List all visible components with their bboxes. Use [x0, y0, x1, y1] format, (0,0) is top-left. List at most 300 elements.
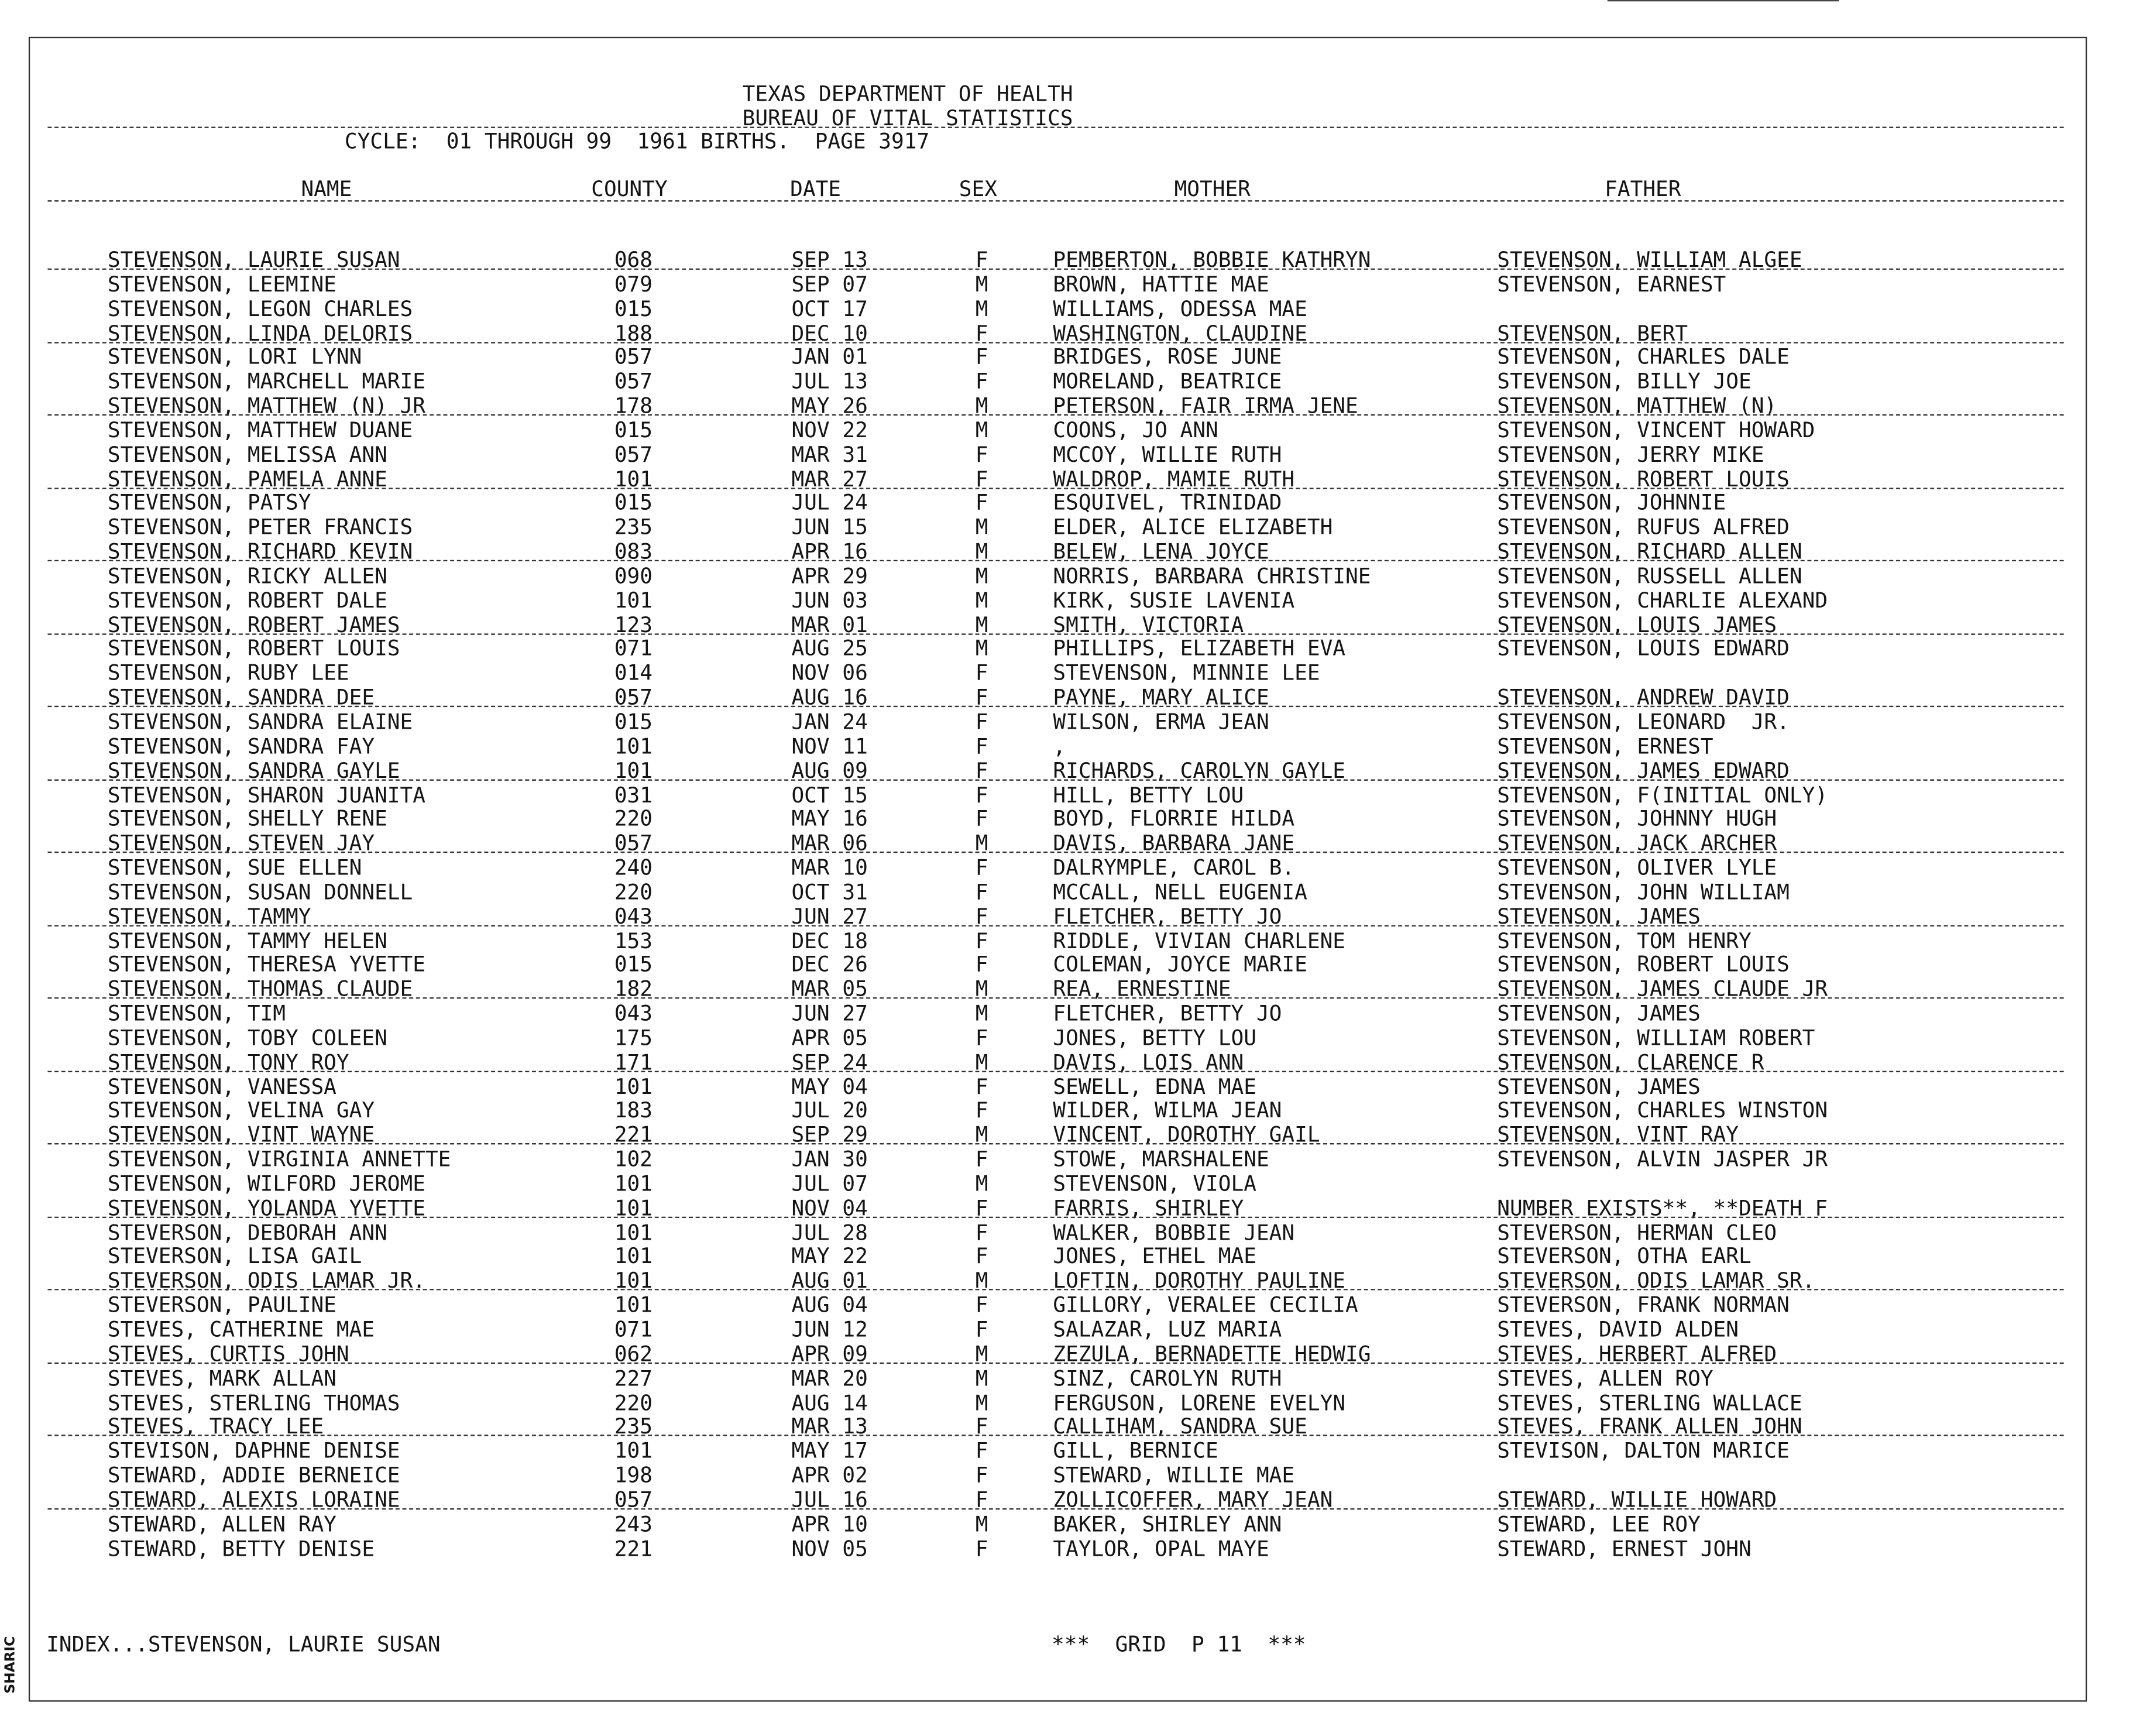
cell-father: STEVENSON, JAMES EDWARD	[1497, 758, 1790, 783]
cell-father: STEVENSON, JAMES	[1497, 904, 1701, 929]
cell-mother: TAYLOR, OPAL MAYE	[1053, 1536, 1269, 1561]
cell-date: JUN 12	[791, 1317, 868, 1342]
cell-sex: F	[975, 685, 988, 711]
cell-mother: ELDER, ALICE ELIZABETH	[1053, 515, 1333, 540]
cell-mother: MCCALL, NELL EUGENIA	[1053, 880, 1307, 905]
column-header-sex: SEX	[959, 177, 997, 202]
row-group-rule	[47, 852, 2063, 853]
cell-date: MAY 16	[791, 807, 868, 832]
cell-name: STEVENSON, SUSAN DONNELL	[107, 880, 413, 905]
cell-name: STEVENSON, RICKY ALLEN	[107, 564, 387, 589]
cell-name: STEVENSON, SANDRA ELAINE	[107, 709, 413, 735]
cell-county: 198	[614, 1463, 653, 1488]
row-group-rule	[47, 1362, 2063, 1363]
cell-county: 101	[614, 1196, 653, 1221]
cell-sex: F	[975, 1439, 988, 1464]
cell-sex: M	[975, 1342, 988, 1367]
cell-sex: F	[975, 1025, 988, 1051]
cell-county: 220	[614, 880, 653, 905]
cell-county: 101	[614, 466, 653, 492]
cell-mother: COONS, JO ANN	[1053, 418, 1218, 443]
cell-sex: F	[975, 928, 988, 953]
cell-date: JAN 24	[791, 709, 868, 735]
cell-father: STEVENSON, CLARENCE R	[1497, 1050, 1764, 1075]
row-group-rule	[47, 1071, 2063, 1072]
cell-mother: WILSON, ERMA JEAN	[1053, 709, 1269, 735]
cell-sex: M	[975, 1390, 988, 1415]
cell-mother: SEWELL, EDNA MAE	[1053, 1074, 1256, 1099]
cell-sex: F	[975, 661, 988, 686]
cell-county: 175	[614, 1025, 653, 1051]
cell-date: AUG 25	[791, 636, 868, 661]
cell-father: STEVENSON, RUFUS ALFRED	[1497, 515, 1790, 540]
cell-date: MAR 06	[791, 831, 868, 856]
cell-county: 221	[614, 1536, 653, 1561]
row-group-rule	[47, 706, 2063, 707]
cell-county: 240	[614, 855, 653, 880]
cell-sex: F	[975, 1196, 988, 1221]
cell-date: APR 05	[791, 1025, 868, 1051]
cell-county: 057	[614, 345, 653, 370]
cell-mother: MCCOY, WILLIE RUTH	[1053, 442, 1282, 467]
cell-date: SEP 29	[791, 1123, 868, 1148]
cell-name: STEVENSON, SANDRA GAYLE	[107, 758, 400, 783]
cell-name: STEVENSON, ROBERT LOUIS	[107, 636, 400, 661]
cell-county: 221	[614, 1123, 653, 1148]
row-group-rule	[47, 560, 2063, 561]
cell-sex: M	[975, 612, 988, 637]
cell-sex: M	[975, 1001, 988, 1026]
cell-mother: ZOLLICOFFER, MARY JEAN	[1053, 1487, 1333, 1512]
cell-date: AUG 01	[791, 1268, 868, 1294]
cell-county: 235	[614, 1414, 653, 1439]
cell-sex: M	[975, 1366, 988, 1391]
cell-name: STEVENSON, RUBY LEE	[107, 661, 349, 686]
cell-county: 101	[614, 1439, 653, 1464]
cell-date: JUN 03	[791, 588, 868, 613]
cell-name: STEVES, CATHERINE MAE	[107, 1317, 375, 1342]
cell-father: STEVENSON, EARNEST	[1497, 272, 1726, 297]
cell-county: 171	[614, 1050, 653, 1075]
cell-mother: WILDER, WILMA JEAN	[1053, 1099, 1282, 1124]
cell-sex: F	[975, 783, 988, 808]
cell-county: 090	[614, 564, 653, 589]
cell-name: STEVENSON, TAMMY	[107, 904, 311, 929]
cell-county: 101	[614, 588, 653, 613]
cell-father: STEVENSON, CHARLIE ALEXAND	[1497, 588, 1828, 613]
cell-date: AUG 16	[791, 685, 868, 711]
cell-father: STEVENSON, CHARLES WINSTON	[1497, 1099, 1828, 1124]
cell-father: STEVISON, DALTON MARICE	[1497, 1439, 1790, 1464]
cell-date: OCT 31	[791, 880, 868, 905]
cell-county: 014	[614, 661, 653, 686]
cell-mother: ZEZULA, BERNADETTE HEDWIG	[1053, 1342, 1371, 1367]
cell-sex: M	[975, 977, 988, 1002]
cell-county: 057	[614, 831, 653, 856]
cell-mother: FLETCHER, BETTY JO	[1053, 904, 1282, 929]
cell-date: APR 02	[791, 1463, 868, 1488]
cell-county: 235	[614, 515, 653, 540]
cell-name: STEVENSON, TAMMY HELEN	[107, 928, 387, 953]
cell-county: 101	[614, 1293, 653, 1318]
cell-date: MAR 31	[791, 442, 868, 467]
cell-county: 057	[614, 369, 653, 394]
cell-mother: SMITH, VICTORIA	[1053, 612, 1244, 637]
cell-mother: WALDROP, MAMIE RUTH	[1053, 466, 1295, 492]
cell-date: OCT 15	[791, 783, 868, 808]
cell-date: JUN 27	[791, 1001, 868, 1026]
cell-father: STEVENSON, LOUIS EDWARD	[1497, 636, 1790, 661]
cell-date: JUL 16	[791, 1487, 868, 1512]
cell-name: STEVES, MARK ALLAN	[107, 1366, 336, 1391]
cell-sex: M	[975, 393, 988, 418]
cell-father: STEWARD, ERNEST JOHN	[1497, 1536, 1752, 1561]
cell-sex: M	[975, 272, 988, 297]
cell-sex: F	[975, 1220, 988, 1245]
cell-county: 057	[614, 685, 653, 711]
cell-name: STEVENSON, TIM	[107, 1001, 286, 1026]
cell-father: STEVENSON, RICHARD ALLEN	[1497, 540, 1802, 564]
cell-date: AUG 04	[791, 1293, 868, 1318]
cell-name: STEVES, STERLING THOMAS	[107, 1390, 400, 1415]
cell-county: 101	[614, 758, 653, 783]
cell-date: NOV 05	[791, 1536, 868, 1561]
cell-sex: M	[975, 636, 988, 661]
cell-county: 015	[614, 953, 653, 977]
cell-father: STEVENSON, BERT	[1497, 321, 1688, 346]
cell-mother: REA, ERNESTINE	[1053, 977, 1231, 1002]
cell-name: STEVENSON, THERESA YVETTE	[107, 953, 425, 977]
cell-date: JAN 30	[791, 1147, 868, 1172]
cell-date: APR 10	[791, 1512, 868, 1537]
cell-mother: SINZ, CAROLYN RUTH	[1053, 1366, 1282, 1391]
cell-mother: RIDDLE, VIVIAN CHARLENE	[1053, 928, 1346, 953]
cell-father: STEVENSON, VINCENT HOWARD	[1497, 418, 1815, 443]
cell-county: 031	[614, 783, 653, 808]
cell-date: MAR 05	[791, 977, 868, 1002]
cell-county: 101	[614, 1171, 653, 1196]
cell-father: STEVERSON, OTHA EARL	[1497, 1244, 1752, 1270]
cell-mother: STEVENSON, VIOLA	[1053, 1171, 1256, 1196]
cell-sex: M	[975, 418, 988, 443]
bureau-title: BUREAU OF VITAL STATISTICS	[742, 106, 1073, 131]
cell-sex: F	[975, 1317, 988, 1342]
cell-date: DEC 10	[791, 321, 868, 346]
cell-date: DEC 18	[791, 928, 868, 953]
cell-sex: M	[975, 515, 988, 540]
cell-sex: F	[975, 369, 988, 394]
cell-date: JAN 01	[791, 345, 868, 370]
cycle-line: CYCLE: 01 THROUGH 99 1961 BIRTHS. PAGE 3917	[344, 129, 930, 155]
cell-sex: M	[975, 296, 988, 321]
cell-sex: F	[975, 1293, 988, 1318]
cell-name: STEVENSON, LEEMINE	[107, 272, 336, 297]
cell-mother: HILL, BETTY LOU	[1053, 783, 1244, 808]
cell-sex: M	[975, 1123, 988, 1148]
cell-name: STEVENSON, SHELLY RENE	[107, 807, 387, 832]
cell-county: 068	[614, 248, 653, 273]
cell-mother: COLEMAN, JOYCE MARIE	[1053, 953, 1307, 977]
cell-county: 071	[614, 636, 653, 661]
cell-name: STEVENSON, YOLANDA YVETTE	[107, 1196, 425, 1221]
cell-county: 188	[614, 321, 653, 346]
cell-sex: F	[975, 758, 988, 783]
cell-county: 015	[614, 418, 653, 443]
cell-county: 182	[614, 977, 653, 1002]
cell-name: STEVENSON, ROBERT DALE	[107, 588, 387, 613]
cell-name: STEVENSON, TONY ROY	[107, 1050, 349, 1075]
cell-mother: FLETCHER, BETTY JO	[1053, 1001, 1282, 1026]
cell-father: STEVES, HERBERT ALFRED	[1497, 1342, 1777, 1367]
cell-name: STEVENSON, LINDA DELORIS	[107, 321, 413, 346]
cell-name: STEVENSON, MATTHEW (N) JR	[107, 393, 425, 418]
side-margin-label	[0, 1629, 22, 1700]
cell-sex: F	[975, 490, 988, 516]
cell-mother: JONES, BETTY LOU	[1053, 1025, 1256, 1051]
cell-sex: F	[975, 1244, 988, 1270]
cell-name: STEVENSON, VELINA GAY	[107, 1099, 375, 1124]
cell-county: 220	[614, 1390, 653, 1415]
cell-father: STEVES, FRANK ALLEN JOHN	[1497, 1414, 1802, 1439]
cell-father: STEVENSON, JOHN WILLIAM	[1497, 880, 1790, 905]
cell-father: STEVERSON, HERMAN CLEO	[1497, 1220, 1777, 1245]
cell-mother: DALRYMPLE, CAROL B.	[1053, 855, 1295, 880]
cell-name: STEVENSON, SANDRA FAY	[107, 734, 375, 759]
cell-mother: WASHINGTON, CLAUDINE	[1053, 321, 1307, 346]
cell-county: 102	[614, 1147, 653, 1172]
cell-mother: GILL, BERNICE	[1053, 1439, 1218, 1464]
row-group-rule	[47, 487, 2063, 488]
cell-name: STEVENSON, STEVEN JAY	[107, 831, 375, 856]
cell-county: 101	[614, 1074, 653, 1099]
cell-name: STEVENSON, TOBY COLEEN	[107, 1025, 387, 1051]
cell-father: STEVES, STERLING WALLACE	[1497, 1390, 1802, 1415]
cell-name: STEVENSON, LAURIE SUSAN	[107, 248, 400, 273]
row-group-rule	[47, 1216, 2063, 1217]
cell-name: STEVENSON, ROBERT JAMES	[107, 612, 400, 637]
cell-mother: BOYD, FLORRIE HILDA	[1053, 807, 1295, 832]
cell-sex: F	[975, 1487, 988, 1512]
cell-father: STEVENSON, WILLIAM ALGEE	[1497, 248, 1802, 273]
cell-mother: SALAZAR, LUZ MARIA	[1053, 1317, 1282, 1342]
cell-date: JUL 13	[791, 369, 868, 394]
cell-name: STEVENSON, VIRGINIA ANNETTE	[107, 1147, 451, 1172]
cell-mother: BELEW, LENA JOYCE	[1053, 540, 1269, 564]
cell-sex: M	[975, 564, 988, 589]
cell-county: 083	[614, 540, 653, 564]
cell-father: STEVENSON, MATTHEW (N)	[1497, 393, 1777, 418]
cell-sex: F	[975, 321, 988, 346]
cell-date: MAY 04	[791, 1074, 868, 1099]
cell-county: 243	[614, 1512, 653, 1537]
row-group-rule	[47, 1508, 2063, 1509]
cell-date: JUN 27	[791, 904, 868, 929]
cell-mother: BRIDGES, ROSE JUNE	[1053, 345, 1282, 370]
cell-date: JUL 20	[791, 1099, 868, 1124]
top-edge-mark	[1608, 0, 1839, 1]
cell-mother: CALLIHAM, SANDRA SUE	[1053, 1414, 1307, 1439]
cell-mother: DAVIS, BARBARA JANE	[1053, 831, 1295, 856]
cell-county: 227	[614, 1366, 653, 1391]
cell-name: STEVES, TRACY LEE	[107, 1414, 324, 1439]
row-group-rule	[47, 269, 2063, 270]
cell-name: STEVENSON, PETER FRANCIS	[107, 515, 413, 540]
cell-father: STEVENSON, ALVIN JASPER JR	[1497, 1147, 1828, 1172]
cell-sex: F	[975, 1074, 988, 1099]
cell-father: STEVENSON, JAMES	[1497, 1074, 1701, 1099]
cell-mother: BROWN, HATTIE MAE	[1053, 272, 1269, 297]
cell-county: 071	[614, 1317, 653, 1342]
cell-sex: F	[975, 442, 988, 467]
cell-date: SEP 07	[791, 272, 868, 297]
cell-mother: STOWE, MARSHALENE	[1053, 1147, 1269, 1172]
cell-county: 043	[614, 1001, 653, 1026]
cell-name: STEVENSON, VANESSA	[107, 1074, 336, 1099]
row-group-rule	[47, 925, 2063, 926]
cell-father: STEVENSON, JERRY MIKE	[1497, 442, 1764, 467]
cell-name: STEVENSON, LEGON CHARLES	[107, 296, 413, 321]
cell-father: STEVENSON, ERNEST	[1497, 734, 1713, 759]
cell-date: SEP 24	[791, 1050, 868, 1075]
cell-father: STEVES, DAVID ALDEN	[1497, 1317, 1739, 1342]
row-group-rule	[47, 414, 2063, 416]
cell-date: AUG 14	[791, 1390, 868, 1415]
cell-name: STEWARD, ALLEN RAY	[107, 1512, 336, 1537]
cell-name: STEVENSON, MELISSA ANN	[107, 442, 387, 467]
cell-mother: KIRK, SUSIE LAVENIA	[1053, 588, 1295, 613]
cell-sex: M	[975, 588, 988, 613]
cell-sex: M	[975, 831, 988, 856]
row-group-rule	[47, 1143, 2063, 1144]
cell-name: STEVERSON, PAULINE	[107, 1293, 336, 1318]
cell-mother: LOFTIN, DOROTHY PAULINE	[1053, 1268, 1346, 1294]
cell-father: STEWARD, WILLIE HOWARD	[1497, 1487, 1777, 1512]
side-label-text: SHARIC	[3, 1636, 19, 1694]
cell-father: STEVENSON, JOHNNY HUGH	[1497, 807, 1777, 832]
cell-sex: F	[975, 248, 988, 273]
footer-grid: *** GRID P 11 ***	[1052, 1632, 1306, 1657]
cell-mother: PHILLIPS, ELIZABETH EVA	[1053, 636, 1346, 661]
cell-father: STEVENSON, JAMES CLAUDE JR	[1497, 977, 1828, 1002]
cell-mother: ,	[1053, 734, 1066, 759]
cell-name: STEWARD, ALEXIS LORAINE	[107, 1487, 400, 1512]
cell-name: STEVENSON, MARCHELL MARIE	[107, 369, 425, 394]
cell-county: 015	[614, 490, 653, 516]
cell-name: STEVENSON, VINT WAYNE	[107, 1123, 375, 1148]
cell-county: 101	[614, 734, 653, 759]
cell-mother: STEVENSON, MINNIE LEE	[1053, 661, 1320, 686]
cell-father: STEVENSON, OLIVER LYLE	[1497, 855, 1777, 880]
cell-sex: F	[975, 734, 988, 759]
cell-date: NOV 04	[791, 1196, 868, 1221]
cell-county: 043	[614, 904, 653, 929]
department-title: TEXAS DEPARTMENT OF HEALTH	[742, 81, 1073, 107]
column-header-county: COUNTY	[591, 177, 668, 202]
cell-sex: F	[975, 953, 988, 977]
cell-sex: M	[975, 540, 988, 564]
cell-date: MAR 10	[791, 855, 868, 880]
cell-date: OCT 17	[791, 296, 868, 321]
cell-county: 079	[614, 272, 653, 297]
cell-date: MAR 01	[791, 612, 868, 637]
cell-father: STEVERSON, ODIS LAMAR SR.	[1497, 1268, 1815, 1294]
cell-date: NOV 11	[791, 734, 868, 759]
cell-sex: F	[975, 1099, 988, 1124]
cell-mother: DAVIS, LOIS ANN	[1053, 1050, 1244, 1075]
cell-name: STEVES, CURTIS JOHN	[107, 1342, 349, 1367]
cell-sex: F	[975, 807, 988, 832]
cell-mother: JONES, ETHEL MAE	[1053, 1244, 1256, 1270]
cell-mother: MORELAND, BEATRICE	[1053, 369, 1282, 394]
cell-county: 220	[614, 807, 653, 832]
cell-name: STEVENSON, LORI LYNN	[107, 345, 362, 370]
row-group-rule	[47, 633, 2063, 634]
cell-county: 123	[614, 612, 653, 637]
cell-father: STEVENSON, ANDREW DAVID	[1497, 685, 1790, 711]
row-group-rule	[47, 1289, 2063, 1291]
cell-date: MAR 13	[791, 1414, 868, 1439]
header-rule-bottom	[47, 200, 2063, 201]
cell-mother: VINCENT, DOROTHY GAIL	[1053, 1123, 1320, 1148]
cell-sex: F	[975, 855, 988, 880]
cell-sex: F	[975, 1463, 988, 1488]
cell-father: STEVENSON, JAMES	[1497, 1001, 1701, 1026]
cell-name: STEVENSON, SHARON JUANITA	[107, 783, 425, 808]
cell-name: STEVENSON, PAMELA ANNE	[107, 466, 387, 492]
cell-name: STEVENSON, RICHARD KEVIN	[107, 540, 413, 564]
cell-name: STEVENSON, SUE ELLEN	[107, 855, 362, 880]
cell-father: STEVENSON, ROBERT LOUIS	[1497, 953, 1790, 977]
cell-date: DEC 26	[791, 953, 868, 977]
row-group-rule	[47, 997, 2063, 999]
cell-name: STEVENSON, WILFORD JEROME	[107, 1171, 425, 1196]
cell-father: STEVENSON, JOHNNIE	[1497, 490, 1726, 516]
cell-county: 101	[614, 1220, 653, 1245]
footer-index: INDEX...STEVENSON, LAURIE SUSAN	[46, 1632, 441, 1657]
cell-mother: BAKER, SHIRLEY ANN	[1053, 1512, 1282, 1537]
column-header-name: NAME	[301, 177, 352, 202]
cell-county: 101	[614, 1268, 653, 1294]
cell-county: 153	[614, 928, 653, 953]
cell-mother: FARRIS, SHIRLEY	[1053, 1196, 1244, 1221]
cell-date: MAR 20	[791, 1366, 868, 1391]
cell-county: 183	[614, 1099, 653, 1124]
cell-father: STEVENSON, BILLY JOE	[1497, 369, 1752, 394]
cell-father: STEVENSON, F(INITIAL ONLY)	[1497, 783, 1828, 808]
cell-father: STEVENSON, LEONARD JR.	[1497, 709, 1790, 735]
cell-mother: FERGUSON, LORENE EVELYN	[1053, 1390, 1346, 1415]
cell-county: 062	[614, 1342, 653, 1367]
column-header-father: FATHER	[1605, 177, 1681, 202]
cell-father: STEVENSON, TOM HENRY	[1497, 928, 1752, 953]
cell-date: JUL 07	[791, 1171, 868, 1196]
cell-name: STEVERSON, DEBORAH ANN	[107, 1220, 387, 1245]
cell-father: STEVERSON, FRANK NORMAN	[1497, 1293, 1790, 1318]
cell-mother: RICHARDS, CAROLYN GAYLE	[1053, 758, 1346, 783]
cell-name: STEVENSON, SANDRA DEE	[107, 685, 375, 711]
cell-date: JUN 15	[791, 515, 868, 540]
cell-sex: F	[975, 880, 988, 905]
cell-sex: F	[975, 709, 988, 735]
cell-name: STEVERSON, LISA GAIL	[107, 1244, 362, 1270]
column-header-mother: MOTHER	[1174, 177, 1251, 202]
column-header-date: DATE	[790, 177, 842, 202]
cell-sex: M	[975, 1268, 988, 1294]
cell-mother: ESQUIVEL, TRINIDAD	[1053, 490, 1282, 516]
cell-father: NUMBER EXISTS**, **DEATH F	[1497, 1196, 1828, 1221]
row-group-rule	[47, 341, 2063, 342]
cell-father: STEVES, ALLEN ROY	[1497, 1366, 1713, 1391]
